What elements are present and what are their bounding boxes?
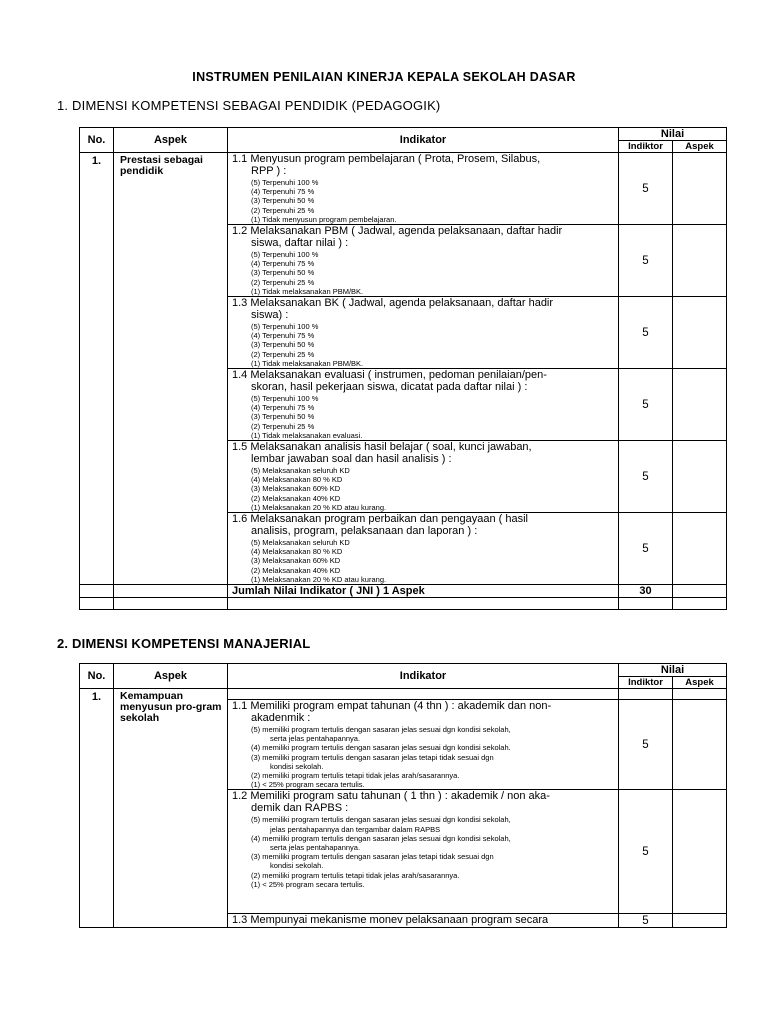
criterion: (3) Melaksanakan 60% KD — [251, 556, 341, 566]
criterion: (3) Terpenuhi 50 % — [251, 268, 315, 278]
header-aspek-score: Aspek — [673, 141, 727, 153]
criterion: (5) Melaksanakan seluruh KD — [251, 466, 350, 476]
criterion: (4) Terpenuhi 75 % — [251, 259, 315, 269]
aspect-name: Kemampuan menyusun pro-gram sekolah — [114, 689, 228, 928]
criterion: (2) Melaksanakan 40% KD — [251, 565, 341, 575]
criterion: (5) Melaksanakan seluruh KD — [251, 538, 350, 548]
indicator-score: 5 — [619, 225, 673, 297]
indicator-score: 5 — [619, 513, 673, 585]
section-1-heading: 1. DIMENSI KOMPETENSI SEBAGAI PENDIDIK (PEDAGOGIK) — [57, 98, 441, 113]
indicator-score: 5 — [619, 153, 673, 225]
empty-cell — [80, 598, 114, 610]
criterion: (5) memiliki program tertulis dengan sasaran jelas sesuai dgn kondisi sekolah, — [251, 725, 511, 734]
indicator-title: 1.6 Melaksanakan program perbaikan dan pengayaan ( hasil — [232, 513, 528, 526]
indicator-2-3 — [228, 914, 619, 928]
criterion: (1) Tidak melaksanakan evaluasi. — [251, 430, 363, 440]
spacer-cell — [673, 689, 727, 700]
criterion: (4) Terpenuhi 75 % — [251, 331, 315, 341]
criterion: (3) Terpenuhi 50 % — [251, 340, 315, 350]
indicator-title: 1.2 Melaksanakan PBM ( Jadwal, agenda pelaksanaan, daftar hadir — [232, 225, 563, 238]
empty-cell — [673, 585, 727, 598]
criterion: (4) Melaksanakan 80 % KD — [251, 547, 343, 557]
criterion-cont: jelas pentahapannya dan tergambar dalam RAPBS — [270, 824, 441, 834]
header-no: No. — [80, 664, 114, 689]
empty-cell — [80, 585, 114, 598]
criterion: (2) memiliki program tertulis tetapi tidak jelas arah/sasarannya. — [251, 771, 460, 781]
indicator-title-cont: demik dan RAPBS : — [251, 801, 349, 814]
indicator-title: 1.3 Mempunyai mekanisme monev pelaksanaan program secara — [232, 914, 549, 927]
indicator-title-cont: RPP ) : — [251, 164, 287, 177]
criterion: (5) Terpenuhi 100 % — [251, 178, 319, 187]
indicator-title-cont: analisis, program, pelaksanaan dan laporan ) : — [251, 524, 478, 537]
section-2-heading: 2. DIMENSI KOMPETENSI MANAJERIAL — [57, 636, 311, 651]
criterion: (5) memiliki program tertulis dengan sasaran jelas sesuai dgn kondisi sekolah, — [251, 815, 511, 825]
indicator-title: 1.1 Menyusun program pembelajaran ( Prota, Prosem, Silabus, — [232, 153, 541, 165]
indicator-score: 5 — [619, 369, 673, 441]
criterion-cont: serta jelas pentahapannya. — [270, 734, 361, 744]
header-no: No. — [80, 128, 114, 153]
criterion: (4) memiliki program tertulis dengan sasaran jelas sesuai dgn kondisi sekolah, — [251, 833, 511, 843]
criterion: (3) memiliki program tertulis dengan sasaran jelas tetapi tidak sesuai dgn — [251, 852, 494, 862]
empty-cell — [228, 598, 619, 610]
indicator-1-3 — [228, 297, 619, 369]
aspect-score-cell — [673, 369, 727, 441]
indicator-title-cont: skoran, hasil pekerjaan siswa, dicatat pada daftar nilai ) : — [251, 380, 528, 393]
indicator-1-5 — [228, 441, 619, 513]
criterion: (1) < 25% program secara tertulis. — [251, 780, 365, 790]
criterion: (1) Tidak melaksanakan PBM/BK. — [251, 286, 364, 296]
indicator-score: 5 — [619, 700, 673, 790]
indicator-score: 5 — [619, 790, 673, 914]
header-aspek: Aspek — [114, 664, 228, 689]
criterion: (1) Melaksanakan 20 % KD atau kurang. — [251, 574, 387, 584]
criterion-cont: kondisi sekolah. — [270, 761, 324, 771]
criterion: (2) memiliki program tertulis tetapi tidak jelas arah/sasarannya. — [251, 870, 460, 880]
criterion: (3) Terpenuhi 50 % — [251, 412, 315, 422]
criterion: (2) Terpenuhi 25 % — [251, 277, 315, 287]
criterion: (3) memiliki program tertulis dengan sasaran jelas tetapi tidak sesuai dgn — [251, 752, 494, 762]
criterion: (4) Melaksanakan 80 % KD — [251, 475, 343, 485]
indicator-title: 1.5 Melaksanakan analisis hasil belajar ( soal, kunci jawaban, — [232, 441, 532, 454]
header-aspek-score: Aspek — [673, 677, 727, 689]
header-aspek: Aspek — [114, 128, 228, 153]
criterion: (5) Terpenuhi 100 % — [251, 250, 319, 260]
criterion: (2) Terpenuhi 25 % — [251, 205, 315, 215]
indicator-1-2 — [228, 225, 619, 297]
document-title: INSTRUMEN PENILAIAN KINERJA KEPALA SEKOLAH DASAR — [192, 70, 576, 84]
indicator-title-cont: akadenmik : — [251, 711, 311, 724]
aspect-score-cell — [673, 153, 727, 225]
indicator-score: 5 — [619, 297, 673, 369]
aspect-score-cell — [673, 297, 727, 369]
criterion-cont: kondisi sekolah. — [270, 861, 324, 871]
criterion: (2) Terpenuhi 25 % — [251, 421, 315, 431]
criterion: (4) Terpenuhi 75 % — [251, 403, 315, 413]
aspect-name: Prestasi sebagai pendidik — [114, 153, 228, 585]
aspect-score-cell — [673, 441, 727, 513]
indicator-2-2 — [228, 790, 619, 914]
pedagogic-table — [79, 127, 727, 610]
header-indikator: Indikator — [228, 664, 619, 689]
criterion: (5) Terpenuhi 100 % — [251, 322, 319, 332]
criterion: (2) Terpenuhi 25 % — [251, 349, 315, 359]
aspect-score-cell — [673, 513, 727, 585]
indicator-title: 1.4 Melaksanakan evaluasi ( instrumen, pedoman penilaian/pen- — [232, 369, 547, 382]
header-indikator: Indikator — [228, 128, 619, 153]
indicator-title: 1.2 Memiliki program satu tahunan ( 1 thn ) : akademik / non aka- — [232, 790, 550, 803]
criterion: (3) Terpenuhi 50 % — [251, 196, 315, 206]
indicator-score: 5 — [619, 914, 673, 928]
jni-total: 30 — [619, 585, 673, 598]
empty-cell — [619, 598, 673, 610]
header-indiktor: Indiktor — [619, 141, 673, 153]
row-number: 1. — [80, 689, 114, 928]
managerial-table — [79, 663, 727, 928]
criterion: (4) memiliki program tertulis dengan sasaran jelas sesuai dgn kondisi sekolah. — [251, 743, 511, 753]
header-nilai: Nilai — [619, 128, 727, 141]
indicator-score: 5 — [619, 441, 673, 513]
criterion: (1) Melaksanakan 20 % KD atau kurang. — [251, 502, 387, 512]
criterion: (1) Tidak menyusun program pembelajaran. — [251, 214, 397, 224]
criterion: (3) Melaksanakan 60% KD — [251, 484, 341, 494]
criterion: (4) Terpenuhi 75 % — [251, 187, 315, 197]
indicator-title-cont: lembar jawaban soal dan hasil analisis ) : — [251, 452, 452, 465]
empty-cell — [114, 585, 228, 598]
aspect-score-cell — [673, 700, 727, 790]
row-number: 1. — [80, 153, 114, 585]
aspect-score-cell — [673, 225, 727, 297]
indicator-title: 1.1 Memiliki program empat tahunan (4 thn ) : akademik dan non- — [232, 700, 552, 712]
indicator-title-cont: siswa) : — [251, 308, 289, 321]
indicator-1-6 — [228, 513, 619, 585]
spacer-cell — [228, 689, 619, 700]
aspect-score-cell — [673, 790, 727, 914]
spacer-cell — [619, 689, 673, 700]
header-indiktor: Indiktor — [619, 677, 673, 689]
indicator-2-1 — [228, 700, 619, 790]
criterion: (2) Melaksanakan 40% KD — [251, 493, 341, 503]
criterion: (1) < 25% program secara tertulis. — [251, 879, 365, 889]
jni-label: Jumlah Nilai Indikator ( JNI ) 1 Aspek — [228, 585, 619, 598]
criterion: (1) Tidak melaksanakan PBM/BK. — [251, 358, 364, 368]
empty-cell — [114, 598, 228, 610]
header-nilai: Nilai — [619, 664, 727, 677]
criterion: (5) Terpenuhi 100 % — [251, 394, 319, 404]
criterion-cont: serta jelas pentahapannya. — [270, 843, 361, 853]
indicator-1-1 — [228, 153, 619, 225]
indicator-title-cont: siswa, daftar nilai ) : — [251, 236, 349, 249]
indicator-1-4 — [228, 369, 619, 441]
empty-cell — [673, 598, 727, 610]
indicator-title: 1.3 Melaksanakan BK ( Jadwal, agenda pelaksanaan, daftar hadir — [232, 297, 554, 310]
aspect-score-cell — [673, 914, 727, 928]
